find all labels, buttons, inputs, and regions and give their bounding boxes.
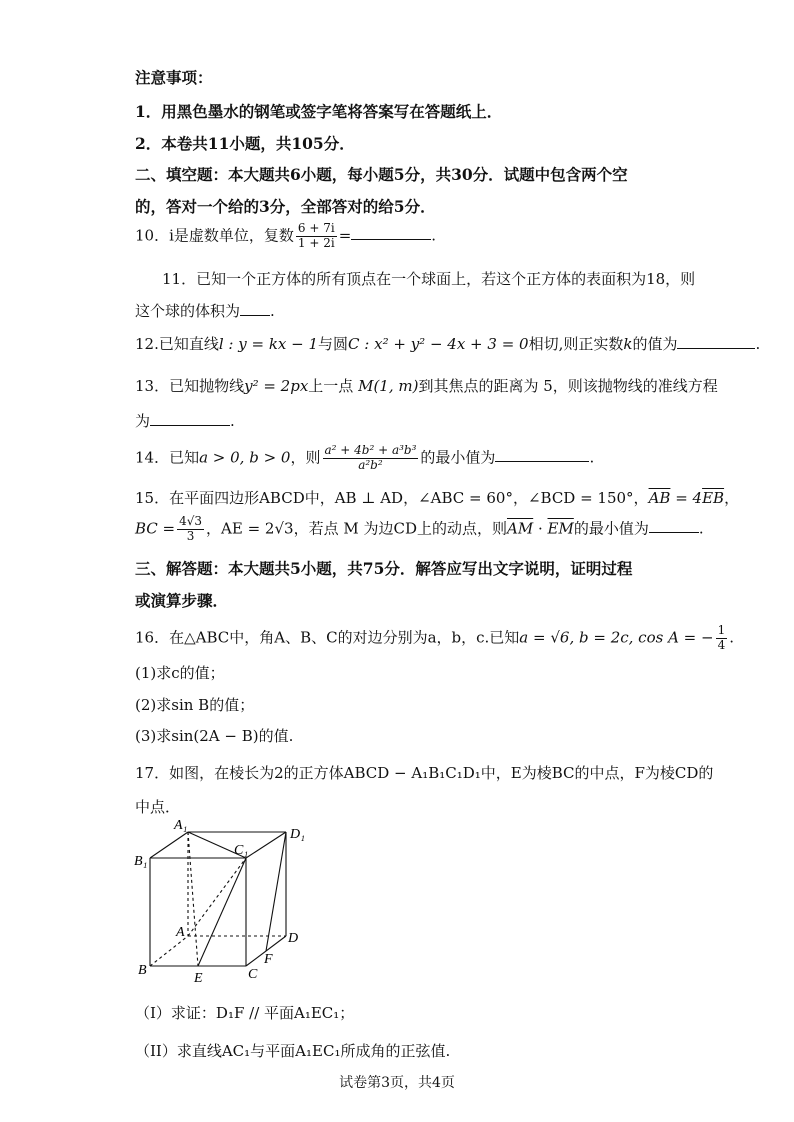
q15-bc-fraction: [177, 515, 204, 544]
q12-suffix-a: 相切,则正实数: [528, 335, 624, 353]
q11-answer-blank: [240, 315, 270, 316]
q15-vector-em: $\overline{EM}$: [547, 519, 574, 538]
q14-numerator: a² + 4b² + a³b³: [324, 443, 417, 457]
q13-parabola: y² = 2px: [244, 377, 309, 395]
q12-answer-blank: [677, 348, 755, 349]
q15-vector-ab: $\overline{AB}$: [648, 489, 671, 507]
q10-answer-blank: [351, 239, 431, 240]
question-11-line2: 这个球的体积为 .: [135, 302, 275, 320]
q16-numerator: 1: [717, 623, 726, 637]
label-d1: D₁: [290, 827, 305, 842]
question-14: 14．已知a > 0, b > 0，则 $\frac{\text{a² + 4b² + a³b³}}{\text{a²b²}}$ 的最小值为 .: [135, 443, 595, 472]
q16-fraction: [716, 624, 728, 653]
q15-eq-ab: = 4: [670, 489, 703, 507]
q14-fraction: [323, 444, 419, 473]
q13-point: M(1, m): [358, 377, 419, 395]
q15-comma: ，: [724, 489, 740, 507]
section2-heading-line2: 的，答对一个给的3分，全部答对的给5分．: [135, 197, 436, 216]
q15-ae: ，AE = 2√3，若点 M 为边CD上的动点，则: [206, 519, 507, 538]
question-12: 12.已知直线l : y = kx − 1与圆C : x² + y² − 4x + 3 = 0相切,则正实数k的值为 .: [135, 335, 761, 353]
section3-heading-line2: 或演算步骤．: [135, 591, 229, 610]
question-15-line2: BC = $\frac{4√3}{3}$ ，AE = 2√3，若点 M 为边CD上的动点，则$\overline{AM} \cdot \overline{EM}$的最小值为 .: [135, 514, 704, 543]
section3-heading-line1: 三、解答题：本大题共5小题，共75分．解答应写出文字说明，证明过程: [135, 559, 633, 578]
q15-vector-eb: $\overline{EB}$: [702, 489, 725, 507]
q12-k: k: [623, 335, 633, 353]
q12-line-eq: l : y = kx − 1: [218, 335, 319, 353]
question-15-line1: [135, 487, 739, 508]
q14-denominator: a²b²: [358, 457, 383, 472]
q10-prefix: 10．i是虚数单位，复数: [135, 226, 294, 245]
q15-answer-blank: [649, 532, 699, 533]
q17-part-2: （II）求直线AC₁与平面A₁EC₁所成角的正弦值.: [135, 1042, 451, 1060]
cube-figure: [130, 818, 330, 988]
question-10: 10．i是虚数单位，复数 $\frac{6 + 7i}{1 + 2i}$ = .: [135, 221, 437, 250]
label-b: B: [138, 963, 147, 978]
q16-stem-condition: a = √6, b = 2c, cos A = −: [519, 628, 714, 647]
notice-item-2: 2．本卷共11小题，共105分．: [135, 134, 355, 153]
q11-line2: 这个球的体积为: [135, 302, 241, 320]
question-13-line2: 为 .: [135, 412, 235, 430]
q17-line1: 17．如图，在棱长为2的正方体ABCD − A₁B₁C₁D₁中，E为棱BC的中点，F为棱CD的: [135, 764, 714, 782]
segment-d1-f: [266, 832, 286, 951]
q13-mid: 上一点: [308, 377, 354, 395]
q10-equals: =: [338, 226, 352, 245]
label-a: A: [176, 925, 185, 940]
q14-conditions: a > 0, b > 0: [199, 448, 291, 467]
q14-prefix: 14．已知: [135, 448, 200, 467]
q10-fraction: [296, 222, 337, 251]
question-13: [135, 375, 718, 396]
q16-stem-prefix: 16．在△ABC中，角A、B、C的对边分别为a，b，c.已知: [135, 628, 520, 647]
label-d: D: [288, 931, 299, 946]
q15-bc-numerator: 4√3: [179, 514, 203, 528]
edge-c1-d1: [246, 832, 286, 858]
q15-suffix: 的最小值为: [573, 519, 649, 538]
label-f: F: [264, 952, 273, 967]
segment-a1-e: [188, 832, 198, 966]
notice-item-1: 1．用黑色墨水的钢笔或签字笔将答案写在答题纸上．: [135, 102, 503, 121]
section2-heading-line1: 二、填空题：本大题共6小题，每小题5分，共30分．试题中包含两个空: [135, 165, 628, 184]
q15-line1: 15．在平面四边形ABCD中，AB ⊥ AD，∠ABC = 60°，∠BCD = 150°，: [135, 489, 649, 507]
q11-line1: 11．已知一个正方体的所有顶点在一个球面上，若这个正方体的表面积为18，则: [162, 270, 696, 288]
q15-bc-denominator: 3: [186, 528, 195, 543]
label-b1: B₁: [134, 854, 148, 869]
q16-part-1: (1)求c的值；: [135, 664, 225, 682]
edge-b-a: [150, 936, 188, 966]
q15-dot: ·: [533, 519, 548, 538]
q10-denominator: 1 + 2i: [297, 235, 335, 250]
label-a1: A₁: [174, 818, 188, 833]
q15-vector-am: $\overline{AM}$: [506, 519, 534, 538]
q10-numerator: 6 + 7i: [297, 221, 335, 235]
q12-prefix: 12.已知直线: [135, 335, 219, 353]
label-e: E: [194, 971, 203, 986]
notice-title: 注意事项：: [135, 68, 213, 87]
edge-b1-a1: [150, 832, 188, 858]
q14-mid: ，则: [290, 448, 321, 467]
q13-answer-blank: [150, 425, 230, 426]
q12-circle-eq: C : x² + y² − 4x + 3 = 0: [348, 335, 529, 353]
q12-mid: 与圆: [318, 335, 349, 353]
q16-denominator: 4: [717, 637, 726, 652]
label-c: C: [248, 967, 258, 982]
q14-answer-blank: [495, 461, 589, 462]
q13-suffix: 到其焦点的距离为 5，则该抛物线的准线方程: [418, 377, 718, 395]
page-footer: 试卷第3页，共4页: [339, 1075, 455, 1091]
q16-part-2: (2)求sin B的值；: [135, 696, 255, 714]
segment-c1-e: [198, 858, 246, 966]
question-16: [135, 624, 734, 653]
q16-stem-end: .: [729, 628, 734, 647]
q16-part-3: (3)求sin(2A − B)的值.: [135, 727, 294, 745]
q17-line2: 中点．: [135, 798, 181, 816]
q17-part-1: （I）求证：D₁F // 平面A₁EC₁；: [135, 1004, 355, 1022]
q13-line2: 为: [135, 412, 151, 430]
q12-suffix-b: 的值为: [632, 335, 678, 353]
q14-suffix: 的最小值为: [420, 448, 496, 467]
q15-bc-prefix: BC =: [135, 519, 176, 538]
label-c1: C₁: [234, 843, 249, 858]
q13-prefix: 13．已知抛物线: [135, 377, 245, 395]
